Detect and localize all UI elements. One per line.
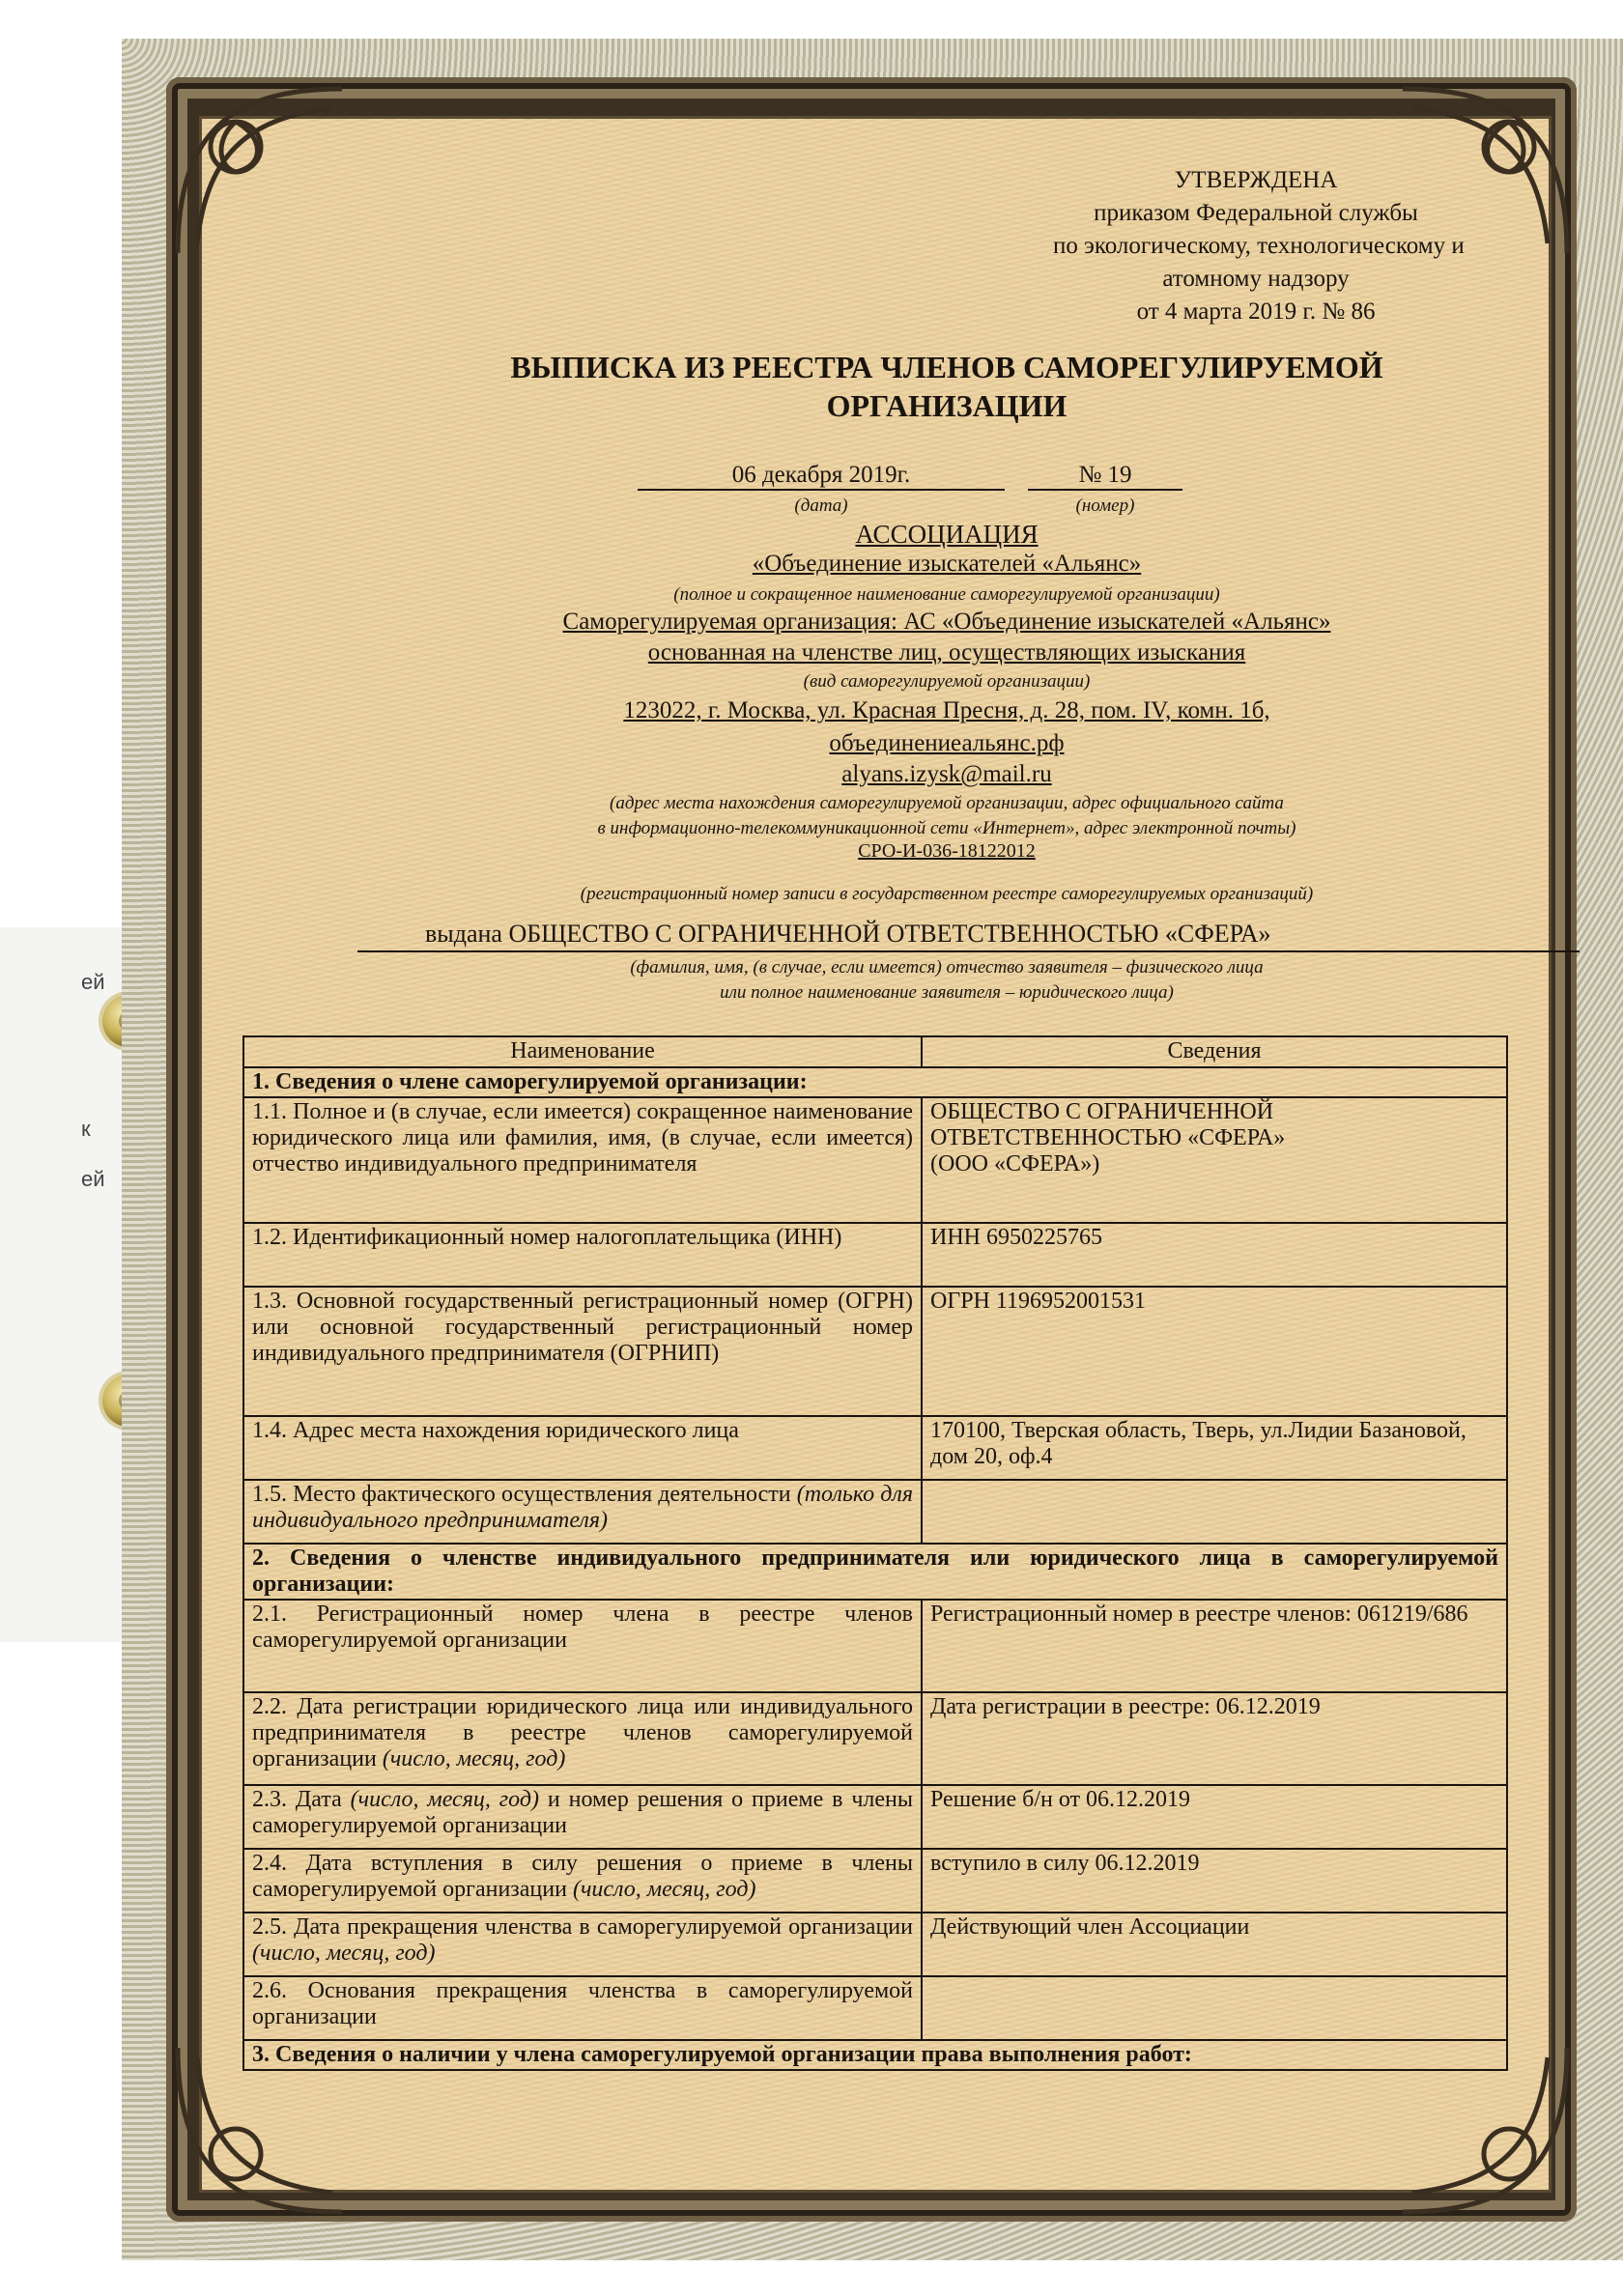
label-italic: (число, месяц, год) — [572, 1877, 756, 1902]
approval-line: УТВЕРЖДЕНА — [1174, 167, 1338, 193]
row-label — [243, 1692, 922, 1785]
org-address-caption: (адрес места нахождения саморегулируемой организации, адрес официального сайта — [610, 793, 1284, 813]
org-name-line1: АССОЦИАЦИЯ — [855, 520, 1039, 549]
row-value: ИНН 6950225765 — [922, 1223, 1507, 1287]
org-reg-number: СРО-И-036-18122012 — [858, 840, 1036, 862]
table-section-row — [243, 1067, 1507, 1097]
issued-caption: или полное наименование заявителя – юридического лица) — [720, 982, 1174, 1003]
issue-number: № 19 — [1028, 462, 1182, 491]
label-italic: (число, месяц, год) — [350, 1787, 539, 1812]
label-text: 2.5. Дата прекращения членства в саморегулируемой организации — [252, 1914, 913, 1940]
column-header: Наименование — [243, 1036, 922, 1067]
table-row — [243, 1223, 1507, 1287]
row-value: Решение б/н от 06.12.2019 — [922, 1785, 1507, 1849]
table-row — [243, 1600, 1507, 1692]
table-section-row — [243, 2040, 1507, 2070]
table-header-row — [243, 1036, 1507, 1067]
document-title — [367, 348, 1526, 425]
label-italic: (число, месяц, год) — [382, 1746, 566, 1772]
approval-line: приказом Федеральной службы — [1094, 200, 1418, 226]
table-row — [243, 1480, 1507, 1544]
title-line: ОРГАНИЗАЦИИ — [826, 388, 1068, 423]
org-address-caption: в информационно-телекоммуникационной сети «Интернет», адрес электронной почты) — [597, 818, 1296, 838]
row-label: 1.3. Основной государственный регистрационный номер (ОГРН) или основной государственный регистрационный номер индивидуального предпринимателя (ОГРНИП) — [243, 1287, 922, 1416]
table-row — [243, 1287, 1507, 1416]
row-value — [922, 1097, 1507, 1223]
row-value — [922, 1976, 1507, 2040]
row-value: вступило в силу 06.12.2019 — [922, 1849, 1507, 1913]
issued-underline — [357, 950, 1580, 952]
margin-fragment: к — [81, 1117, 91, 1141]
label-text: и номер решения о приеме в члены саморегулируемой организации — [252, 1787, 914, 1838]
row-label — [243, 1480, 922, 1544]
issue-number-caption: (номер) — [1075, 496, 1135, 516]
org-type-line1: Саморегулируемая организация: АС «Объединение изыскателей «Альянс» — [562, 609, 1331, 635]
table-row — [243, 1913, 1507, 1976]
issued-caption: (фамилия, имя, (в случае, если имеется) отчество заявителя – физического лица — [630, 957, 1264, 978]
issued-to-line — [425, 920, 1488, 949]
section-heading: 3. Сведения о наличии у члена саморегулируемой организации права выполнения работ: — [243, 2040, 1507, 2070]
table-section-row — [243, 1544, 1507, 1600]
issue-date: 06 декабря 2019г. — [638, 462, 1005, 491]
title-line: ВЫПИСКА ИЗ РЕЕСТРА ЧЛЕНОВ САМОРЕГУЛИРУЕМОЙ — [510, 350, 1383, 384]
value-line: (ООО «СФЕРА») — [930, 1151, 1100, 1176]
row-label — [243, 1913, 922, 1976]
row-label — [243, 1785, 922, 1849]
row-label: 1.2. Идентификационный номер налогоплательщика (ИНН) — [243, 1223, 922, 1287]
org-name-line2: «Объединение изыскателей «Альянс» — [752, 551, 1142, 577]
label-text: 1.5. Место фактического осуществления деятельности — [252, 1482, 791, 1507]
org-type-line2: основанная на членстве лиц, осуществляющих изыскания — [647, 639, 1246, 666]
register-table — [242, 1035, 1508, 2071]
row-value: Регистрационный номер в реестре членов: 061219/686 — [922, 1600, 1507, 1692]
issued-to-name: ОБЩЕСТВО С ОГРАНИЧЕННОЙ ОТВЕТСТВЕННОСТЬЮ «СФЕРА» — [508, 920, 1271, 948]
issue-date-caption: (дата) — [794, 496, 848, 516]
label-italic: (число, месяц, год) — [252, 1941, 436, 1966]
row-value: Действующий член Ассоциации — [922, 1913, 1507, 1976]
table-row — [243, 1097, 1507, 1223]
section-heading: 1. Сведения о члене саморегулируемой организации: — [243, 1067, 1507, 1097]
margin-fragment: ей — [81, 1167, 105, 1191]
row-value: ОГРН 1196952001531 — [922, 1287, 1507, 1416]
label-italic: (только для индивидуального предпринимателя) — [252, 1482, 914, 1533]
value-line: ОТВЕТСТВЕННОСТЬЮ «СФЕРА» — [930, 1125, 1286, 1150]
row-label: 1.1. Полное и (в случае, если имеется) сокращенное наименование юридического лица или фамилия, имя, (в случае, если имеется) отчество индивидуального предпринимателя — [243, 1097, 922, 1223]
margin-fragment: ей — [81, 970, 105, 994]
row-label: 2.1. Регистрационный номер члена в реестре членов саморегулируемой организации — [243, 1600, 922, 1692]
approval-block — [1053, 164, 1465, 328]
label-text: 2.2. Дата регистрации юридического лица или индивидуального предпринимателя в реестре членов саморегулируемой организации — [252, 1694, 913, 1772]
row-label: 1.4. Адрес места нахождения юридического лица — [243, 1416, 922, 1480]
corner-ornament-icon — [168, 79, 352, 263]
value-line: ОБЩЕСТВО С ОГРАНИЧЕННОЙ — [930, 1099, 1274, 1124]
org-email-link[interactable]: alyans.izysk@mail.ru — [841, 761, 1052, 787]
section-heading: 2. Сведения о членстве индивидуального предпринимателя или юридического лица в саморегулируемой организации: — [243, 1544, 1507, 1600]
row-label: 2.6. Основания прекращения членства в саморегулируемой организации — [243, 1976, 922, 2040]
row-value: Дата регистрации в реестре: 06.12.2019 — [922, 1692, 1507, 1785]
label-text: 2.3. Дата — [252, 1787, 342, 1812]
approval-line: по экологическому, технологическому и — [1053, 233, 1465, 259]
column-header: Сведения — [922, 1036, 1507, 1067]
org-site-link[interactable]: объединениеальянс.рф — [829, 730, 1065, 756]
org-type-caption: (вид саморегулируемой организации) — [803, 671, 1091, 692]
row-value: 170100, Тверская область, Тверь, ул.Лидии Базановой, дом 20, оф.4 — [922, 1416, 1507, 1480]
issued-prefix: выдана — [425, 920, 502, 948]
table-row — [243, 1976, 1507, 2040]
org-address: 123022, г. Москва, ул. Красная Пресня, д. 28, пом. IV, комн. 1б, — [623, 697, 1270, 723]
label-text: 2.4. Дата вступления в силу решения о приеме в члены саморегулируемой организации — [252, 1851, 913, 1902]
approval-line: от 4 марта 2019 г. № 86 — [1136, 298, 1376, 325]
org-reg-caption: (регистрационный номер записи в государственном реестре саморегулируемых организаций) — [580, 884, 1314, 904]
approval-line: атомному надзору — [1162, 266, 1350, 292]
row-label — [243, 1849, 922, 1913]
table-row — [243, 1416, 1507, 1480]
table-row — [243, 1849, 1507, 1913]
table-row — [243, 1692, 1507, 1785]
row-value — [922, 1480, 1507, 1544]
org-name-caption: (полное и сокращенное наименование саморегулируемой организации) — [673, 584, 1220, 605]
table-row — [243, 1785, 1507, 1849]
